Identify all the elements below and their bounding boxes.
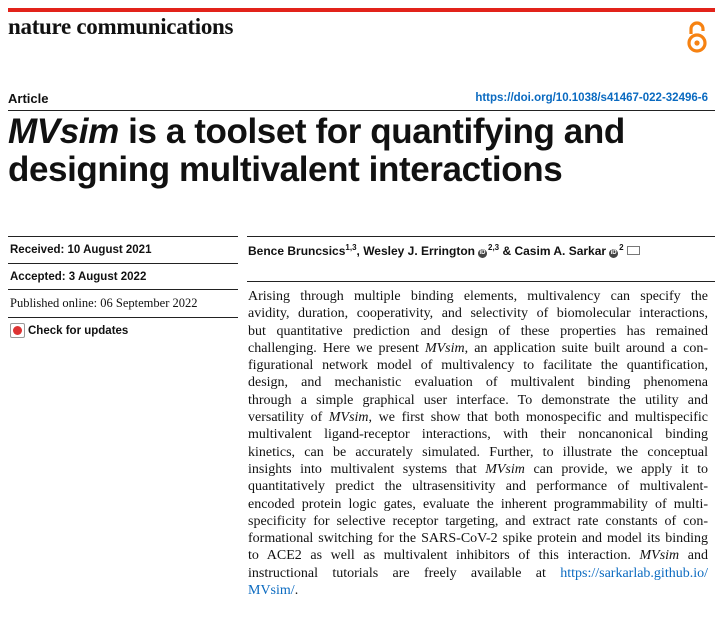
meta-divider <box>8 236 238 237</box>
abstract-line: through a simple graphical user interface. To demonstrate the utility and <box>248 392 708 408</box>
journal-name: nature communications <box>8 14 234 39</box>
abstract-text-run: and <box>679 548 708 564</box>
abstract-text-run: challenging. Here we present <box>248 340 425 356</box>
abstract-line: encoded protein logic gates, evaluate the inherent programmability of multi- <box>248 496 708 512</box>
abstract-line: quantitatively predict the ultrasensitivity and performance of multivalent- <box>248 479 708 495</box>
author-separator: , <box>356 244 364 258</box>
author-separator: & <box>499 244 515 258</box>
orcid-icon[interactable]: iD <box>479 250 486 256</box>
journal-accent-bar <box>8 8 715 12</box>
received-date: Received: 10 August 2021 <box>10 244 152 256</box>
email-icon[interactable] <box>627 246 640 255</box>
author-affiliation: 1,3 <box>345 243 357 252</box>
abstract-line: design, and mechanistic evaluation of multivalent binding phenomena <box>248 375 708 391</box>
author-name[interactable]: Wesley J. Errington <box>363 244 475 258</box>
abstract-line: Arising through multiple binding elements, multivalency can specify the <box>248 289 708 304</box>
title-line2: designing multivalent interactions <box>8 150 563 189</box>
authors-divider <box>247 236 715 237</box>
abstract-text-run: . <box>294 583 299 599</box>
abstract-text-run: instructional tutorials are freely available at <box>248 565 561 581</box>
abstract-line: figurational network model of multivalency to facilitate the quantification, <box>248 358 708 374</box>
abstract-text-run: , an application suite built around a con- <box>464 340 708 356</box>
doi-link[interactable]: https://doi.org/10.1038/s41467-022-32496-6 <box>475 92 708 104</box>
author-affiliation: 2,3 <box>488 243 500 252</box>
abstract-line <box>248 409 708 426</box>
orcid-icon[interactable]: iD <box>610 250 617 256</box>
abstract-text-run: versatility of <box>248 410 329 426</box>
tool-name: MVsim <box>485 461 525 477</box>
abstract-text-run: , we first show that both monospecific and multispecific <box>368 410 708 426</box>
abstract-line <box>248 582 708 599</box>
github-link-continued[interactable]: MVsim/ <box>248 583 295 599</box>
abstract-line: kinetics, can be accurately simulated. Further, to illustrate the conceptual <box>248 444 708 460</box>
abstract-line <box>248 340 708 357</box>
abstract-line: avidity, duration, cooperativity, and selectivity of biomolecular interactions, <box>248 306 708 322</box>
abstract-line <box>248 565 708 582</box>
abstract-line <box>248 547 708 564</box>
abstract-text-run: insights into multivalent systems that <box>248 461 486 477</box>
abstract-line: specificity for selective receptor targeting, and extract rate constants of con- <box>248 513 708 529</box>
title-tool-name: MVsim <box>8 112 119 151</box>
article-title <box>8 113 715 189</box>
check-updates-icon <box>10 323 25 338</box>
header-divider <box>8 110 715 111</box>
abstract-text-run: can provide, we apply it to <box>524 461 708 477</box>
abstract-line: formational switching for the SARS-CoV-2 spike protein and model its binding <box>248 531 708 547</box>
abstract-line <box>248 461 708 478</box>
author-name[interactable]: Bence Bruncsics <box>248 244 346 258</box>
article-type-label: Article <box>8 91 49 106</box>
author-affiliation: 2 <box>619 243 624 252</box>
meta-divider <box>8 317 238 318</box>
meta-divider <box>8 263 238 264</box>
meta-divider <box>8 289 238 290</box>
accepted-date: Accepted: 3 August 2022 <box>10 271 147 283</box>
abstract-line: but quantitative prediction and design of these properties has remained <box>248 323 708 339</box>
author-name[interactable]: Casim A. Sarkar <box>514 244 607 258</box>
abstract-text <box>248 288 708 599</box>
github-link[interactable]: https://sarkarlab.github.io/ <box>560 565 708 581</box>
tool-name: MVsim <box>424 340 465 356</box>
check-for-updates-button[interactable] <box>10 323 128 338</box>
open-access-icon <box>686 20 708 54</box>
author-list <box>248 243 640 258</box>
abstract-divider <box>247 281 715 282</box>
abstract-line: multivalent ligand-receptor interactions, with their noncanonical binding <box>248 427 708 443</box>
tool-name: MVsim <box>639 548 680 564</box>
published-date: Published online: 06 September 2022 <box>10 296 198 310</box>
tool-name: MVsim <box>328 410 369 426</box>
title-line1-rest: is a toolset for quantifying and <box>118 112 625 151</box>
abstract-text-run: to ACE2 as well as multivalent inhibitors of this interaction. <box>248 548 640 564</box>
check-updates-label: Check for updates <box>28 324 129 337</box>
